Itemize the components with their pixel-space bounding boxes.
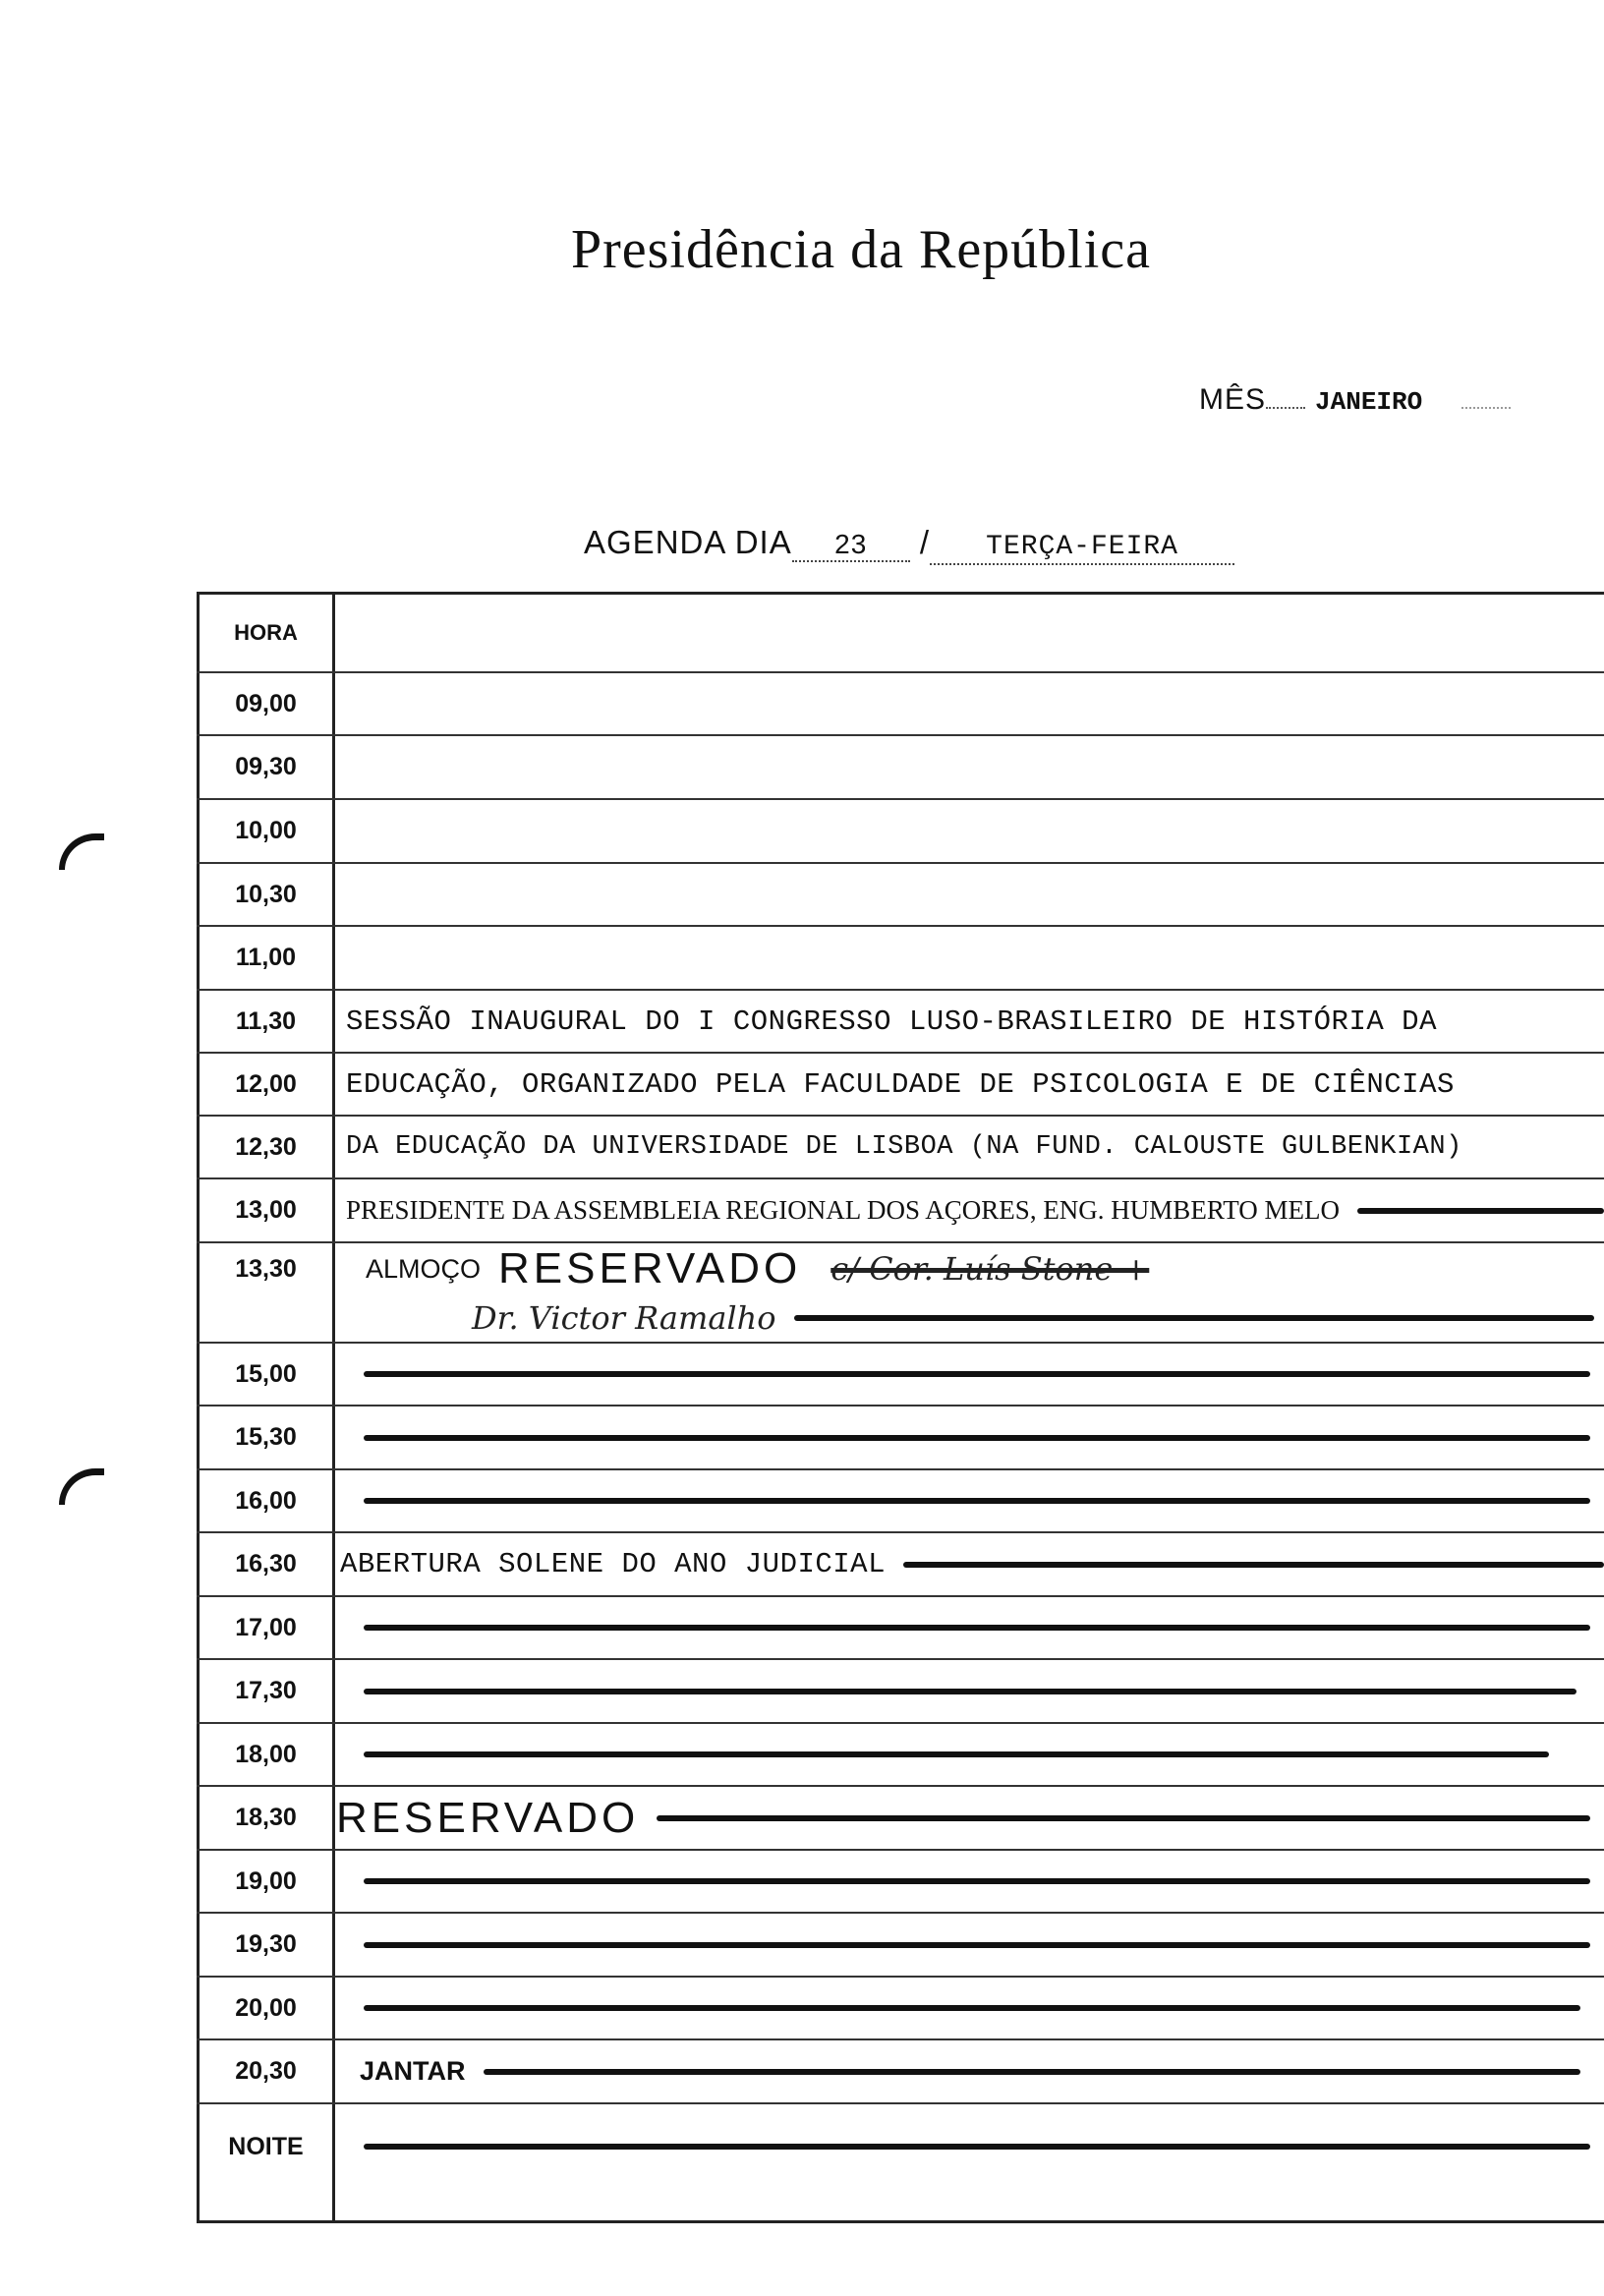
table-row [197, 864, 1604, 927]
table-row [197, 1294, 1604, 1344]
entry-text: JANTAR [360, 2056, 466, 2086]
entry-cell [346, 1470, 1604, 1531]
hour-cell: 10,00 [235, 817, 297, 844]
strike-line [364, 1751, 1549, 1757]
hour-cell: 10,30 [235, 880, 297, 908]
punch-hole-mark [59, 1468, 104, 1505]
reserved-stamp: RESERVADO [336, 1793, 640, 1842]
strike-line [364, 1498, 1590, 1504]
entry-cell [346, 2104, 1604, 2189]
reserved-stamp: RESERVADO [498, 1244, 802, 1292]
table-row [197, 800, 1604, 864]
entry-cell [346, 1724, 1604, 1785]
entry-text: DA EDUCAÇÃO DA UNIVERSIDADE DE LISBOA (NA FUND. CALOUSTE GULBENKIAN) [346, 1132, 1462, 1162]
hour-cell: 19,30 [235, 1930, 297, 1958]
table-row [197, 1978, 1604, 2040]
table-row [197, 1344, 1604, 1406]
strike-line [1357, 1208, 1604, 1214]
table-row [197, 2040, 1604, 2104]
table-row [197, 1851, 1604, 1914]
table-row [197, 1179, 1604, 1243]
table-row [197, 991, 1604, 1054]
month-label: MÊS [1199, 383, 1267, 416]
entry-cell [336, 1787, 1604, 1849]
handwritten-note: Dr. Victor Ramalho [472, 1299, 776, 1337]
table-row [197, 1660, 1604, 1724]
table-row [197, 2104, 1604, 2220]
strike-line [794, 1315, 1594, 1321]
strike-line [903, 1562, 1604, 1568]
agenda-day-line [584, 524, 1234, 565]
day-value: 23 [792, 530, 910, 562]
entry-cell [366, 1243, 1604, 1294]
handwritten-note: c/ Cor. Luís Stone + [831, 1250, 1150, 1288]
table-row [197, 1243, 1604, 1294]
strike-line [364, 1942, 1590, 1948]
month-value: JANEIRO [1315, 387, 1423, 417]
table-row [197, 927, 1604, 991]
hour-column-header: HORA [234, 620, 298, 645]
entry-text: ALMOÇO [366, 1253, 482, 1284]
entry-cell [346, 1660, 1604, 1722]
table-row [197, 1724, 1604, 1787]
table-row [197, 1406, 1604, 1470]
strike-line [484, 2069, 1581, 2075]
hour-cell: 16,30 [235, 1550, 297, 1578]
table-row [197, 1470, 1604, 1533]
table-row [197, 673, 1604, 736]
weekday-value: TERÇA-FEIRA [930, 533, 1234, 565]
schedule-table [197, 592, 1604, 2223]
hour-cell: 20,00 [235, 1993, 297, 2022]
entry-cell [346, 1179, 1604, 1241]
strike-line [364, 1625, 1590, 1631]
entry-text: PRESIDENTE DA ASSEMBLEIA REGIONAL DOS AÇORES, ENG. HUMBERTO MELO [346, 1195, 1340, 1225]
hour-cell: 20,30 [235, 2057, 297, 2085]
table-row [197, 1597, 1604, 1660]
table-row [197, 736, 1604, 800]
hour-cell: 13,00 [235, 1196, 297, 1224]
strike-line [364, 1878, 1590, 1884]
hour-cell: 15,30 [235, 1423, 297, 1451]
entry-cell [346, 1914, 1604, 1976]
hour-cell [200, 1294, 332, 1342]
punch-hole-mark [59, 833, 104, 870]
agenda-label: AGENDA DIA [584, 524, 792, 560]
hour-cell: 12,30 [235, 1132, 297, 1161]
entry-text: EDUCAÇÃO, ORGANIZADO PELA FACULDADE DE PSICOLOGIA E DE CIÊNCIAS [346, 1067, 1455, 1101]
hour-cell: 09,30 [235, 753, 297, 780]
entry-cell [360, 2040, 1604, 2102]
date-separator: / [919, 524, 931, 560]
strike-line [657, 1815, 1590, 1821]
table-row [197, 1117, 1604, 1179]
table-row [197, 1787, 1604, 1851]
entry-cell [340, 1533, 1604, 1595]
strike-line [364, 1371, 1590, 1377]
month-field [1199, 383, 1511, 417]
entry-cell [346, 1406, 1604, 1468]
table-row [197, 1914, 1604, 1978]
table-header-row [197, 595, 1604, 673]
hour-cell: 18,00 [235, 1740, 297, 1768]
hour-cell: 11,30 [235, 1006, 297, 1035]
page-title: Presidência da República [570, 219, 1151, 280]
strike-line [364, 2144, 1590, 2150]
hour-cell: 15,00 [235, 1359, 297, 1388]
entry-text: ABERTURA SOLENE DO ANO JUDICIAL [340, 1548, 886, 1580]
hour-cell: NOITE [228, 2132, 304, 2160]
hour-cell: 19,00 [235, 1866, 297, 1895]
entry-cell [364, 1294, 1604, 1342]
entry-cell [346, 1978, 1604, 2038]
strike-line [364, 2005, 1580, 2011]
strike-line [364, 1689, 1576, 1694]
hour-cell: 12,00 [235, 1069, 297, 1098]
hour-cell: 18,30 [235, 1804, 297, 1831]
entry-cell [346, 1597, 1604, 1658]
hour-cell: 16,00 [235, 1486, 297, 1515]
entry-text: SESSÃO INAUGURAL DO I CONGRESSO LUSO-BRASILEIRO DE HISTÓRIA DA [346, 1004, 1437, 1038]
hour-cell: 11,00 [235, 944, 297, 971]
entry-cell [346, 1344, 1604, 1405]
hour-cell: 09,00 [235, 689, 297, 718]
table-row [197, 1533, 1604, 1597]
hour-cell: 17,30 [235, 1677, 297, 1704]
hour-cell: 13,30 [235, 1254, 297, 1283]
strike-line [364, 1435, 1590, 1441]
hour-cell: 17,00 [235, 1613, 297, 1641]
table-row [197, 1054, 1604, 1117]
entry-cell [346, 1851, 1604, 1912]
